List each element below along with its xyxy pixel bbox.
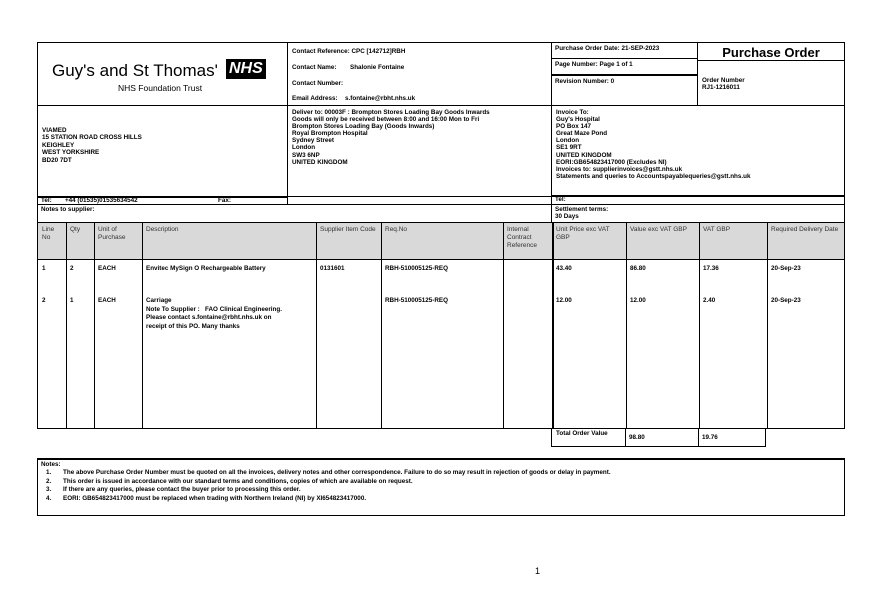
deliver-line: Deliver to: 00003F : Brompton Stores Loading Bay Goods Inwards bbox=[292, 109, 490, 116]
invoice-line: Statements and queries to Accountspayablequeries@gstt.nhs.uk bbox=[556, 172, 751, 180]
note-text: The above Purchase Order Number must be quoted on all the invoices, delivery notes and other correspondence. Failure to do so may result in rejection of goods or delay in payment. bbox=[63, 469, 611, 476]
revision-number: Revision Number: 0 bbox=[555, 78, 615, 85]
column-header: Unit Price exc VAT GBP bbox=[556, 226, 610, 241]
deliver-to-cell bbox=[287, 105, 552, 197]
order-number: RJ1-1216011 bbox=[702, 84, 740, 91]
deliver-line: UNITED KINGDOM bbox=[292, 158, 348, 166]
note-text: If there are any queries, please contact the buyer prior to processing this order. bbox=[63, 486, 301, 493]
column-header: Line No bbox=[42, 226, 55, 241]
total-label: Total Order Value bbox=[556, 430, 608, 437]
revision-cell bbox=[551, 75, 698, 106]
column-divider bbox=[316, 223, 317, 428]
invoice-line: PO Box 147 bbox=[556, 123, 591, 131]
note-number: 2. bbox=[46, 477, 52, 485]
column-header: Supplier Item Code bbox=[320, 226, 376, 233]
deliver-line: London bbox=[292, 144, 316, 152]
logo-org: Guy's and St Thomas' bbox=[52, 61, 218, 80]
column-divider bbox=[66, 223, 67, 428]
table-cell-code: 0131601 bbox=[320, 265, 345, 272]
notes-to-supplier-cell bbox=[37, 204, 552, 223]
column-divider bbox=[142, 223, 143, 428]
title-cell bbox=[697, 42, 845, 61]
email-label: Email Address: bbox=[292, 95, 338, 102]
table-cell-price: 43.40 bbox=[556, 265, 572, 272]
invoice-tel-label: Tel: bbox=[555, 196, 566, 203]
table-cell-value: 86.80 bbox=[630, 265, 646, 272]
logo-cell bbox=[37, 42, 288, 106]
table-cell-desc: Envitec MySign O Rechargeable Battery bbox=[146, 265, 266, 272]
table-cell-qty: 2 bbox=[70, 265, 74, 272]
table-cell-req: RBH-510005125-REQ bbox=[385, 297, 448, 304]
table-cell-line: 1 bbox=[42, 265, 46, 272]
supplier-line: KEIGHLEY bbox=[42, 141, 75, 149]
notes-label: Notes: bbox=[41, 461, 61, 468]
invoice-line: UNITED KINGDOM bbox=[556, 151, 612, 159]
note-number: 3. bbox=[46, 486, 52, 493]
invoice-line: London bbox=[556, 137, 580, 145]
table-cell-desc: Carriage Note To Supplier : FAO Clinical Engineering. Please contact s.fontaine@rbht.nhs.uk on receipt of this PO. Many thanks bbox=[146, 297, 282, 330]
deliver-line: Brompton Stores Loading Bay (Goods Inwards) bbox=[292, 123, 435, 131]
column-header: Unit of Purchase bbox=[98, 226, 126, 241]
supplier-address bbox=[42, 127, 142, 164]
deliver-line: Goods will only be received between 8:00 and 16:00 Mon to Fri bbox=[292, 116, 480, 124]
table-cell-date: 20-Sep-23 bbox=[771, 297, 801, 304]
notes-to-supplier-label: Notes to supplier: bbox=[41, 206, 95, 213]
settlement-terms: 30 Days bbox=[555, 213, 579, 220]
page-number-text: Page Number: Page 1 of 1 bbox=[555, 61, 633, 68]
note-number: 1. bbox=[46, 469, 52, 476]
column-header: Req.No bbox=[385, 226, 408, 233]
line-items-table bbox=[37, 222, 845, 429]
column-header: Description bbox=[146, 226, 179, 233]
invoice-to-address bbox=[556, 109, 751, 180]
table-cell-date: 20-Sep-23 bbox=[771, 265, 801, 272]
invoice-line: SE1 9RT bbox=[556, 144, 582, 152]
column-divider bbox=[626, 223, 627, 428]
column-divider bbox=[503, 223, 504, 428]
page-footer-number: 1 bbox=[535, 566, 541, 576]
invoice-to-cell bbox=[551, 105, 845, 197]
note-number: 4. bbox=[46, 494, 52, 502]
page-number-cell bbox=[551, 58, 698, 76]
supplier-line: 15 STATION ROAD CROSS HILLS bbox=[42, 134, 142, 142]
column-header: Required Delivery Date bbox=[771, 226, 839, 233]
column-divider bbox=[94, 223, 95, 428]
contact-cell bbox=[287, 42, 552, 106]
column-header: Value exc VAT GBP bbox=[630, 226, 687, 233]
deliver-line: SW3 6NP bbox=[292, 151, 320, 159]
column-divider bbox=[767, 223, 768, 428]
table-cell-vat: 2.40 bbox=[703, 297, 716, 304]
note-text: EORI: GB654823417000 must be replaced when trading with Northern Ireland (NI) by XI654823417000. bbox=[63, 494, 367, 502]
tel-label: Tel: bbox=[41, 197, 52, 204]
table-cell-value: 12.00 bbox=[630, 297, 646, 304]
fax-label: Fax: bbox=[218, 197, 231, 204]
column-header: Internal Contract Reference bbox=[507, 226, 537, 249]
po-date-cell bbox=[551, 42, 698, 59]
table-cell-unit: EACH bbox=[98, 297, 116, 304]
contact-number-label: Contact Number: bbox=[292, 80, 344, 87]
contact-name-label: Contact Name: bbox=[292, 64, 337, 71]
invoice-line: Invoices to: supplierinvoices@gstt.nhs.uk bbox=[556, 165, 683, 173]
column-header: VAT GBP bbox=[703, 226, 731, 233]
settlement-label: Settlement terms: bbox=[555, 206, 609, 213]
contact-name: Shalonie Fontaine bbox=[350, 64, 405, 71]
total-row bbox=[551, 428, 766, 447]
nhs-logo: NHS bbox=[226, 59, 266, 79]
invoice-line: EORI:GB654823417000 (Excludes NI) bbox=[556, 158, 667, 166]
total-vat: 19.76 bbox=[702, 434, 718, 441]
column-header: Qty bbox=[70, 226, 81, 233]
document-title: Purchase Order bbox=[722, 45, 820, 60]
supplier-line: VIAMED bbox=[42, 127, 67, 134]
invoice-line: Great Maze Pond bbox=[556, 130, 608, 138]
column-divider bbox=[552, 223, 554, 428]
supplier-line: BD20 7DT bbox=[42, 156, 72, 164]
deliver-line: Sydney Street bbox=[292, 137, 334, 145]
contact-reference: Contact Reference: CPC [142712]RBH bbox=[292, 48, 406, 55]
table-cell-qty: 1 bbox=[70, 297, 74, 304]
po-date: Purchase Order Date: 21-SEP-2023 bbox=[555, 45, 660, 52]
settlement-cell bbox=[551, 204, 845, 223]
table-cell-vat: 17.36 bbox=[703, 265, 719, 272]
notes-box bbox=[37, 458, 845, 516]
table-cell-price: 12.00 bbox=[556, 297, 572, 304]
email: s.fontaine@rbht.nhs.uk bbox=[345, 95, 416, 102]
invoice-line: Guy's Hospital bbox=[556, 116, 600, 124]
supplier-line: WEST YORKSHIRE bbox=[42, 149, 100, 157]
total-value: 98.80 bbox=[629, 434, 645, 441]
column-divider bbox=[381, 223, 382, 428]
order-number-label: Order Number bbox=[702, 77, 745, 84]
deliver-to-address bbox=[292, 109, 490, 166]
table-cell-unit: EACH bbox=[98, 265, 116, 272]
invoice-line: Invoice To: bbox=[556, 109, 589, 116]
logo-subtitle: NHS Foundation Trust bbox=[118, 83, 203, 93]
table-cell-req: RBH-510005125-REQ bbox=[385, 265, 448, 272]
deliver-line: Royal Brompton Hospital bbox=[292, 130, 368, 138]
supplier-tel: +44 (01535)01535634542 bbox=[65, 197, 138, 204]
column-divider bbox=[699, 223, 700, 428]
supplier-address-cell bbox=[37, 105, 288, 197]
note-text: This order is issued in accordance with our standard terms and conditions, copies of which are available on request. bbox=[63, 477, 413, 485]
order-number-cell bbox=[697, 60, 845, 106]
table-cell-line: 2 bbox=[42, 297, 46, 304]
